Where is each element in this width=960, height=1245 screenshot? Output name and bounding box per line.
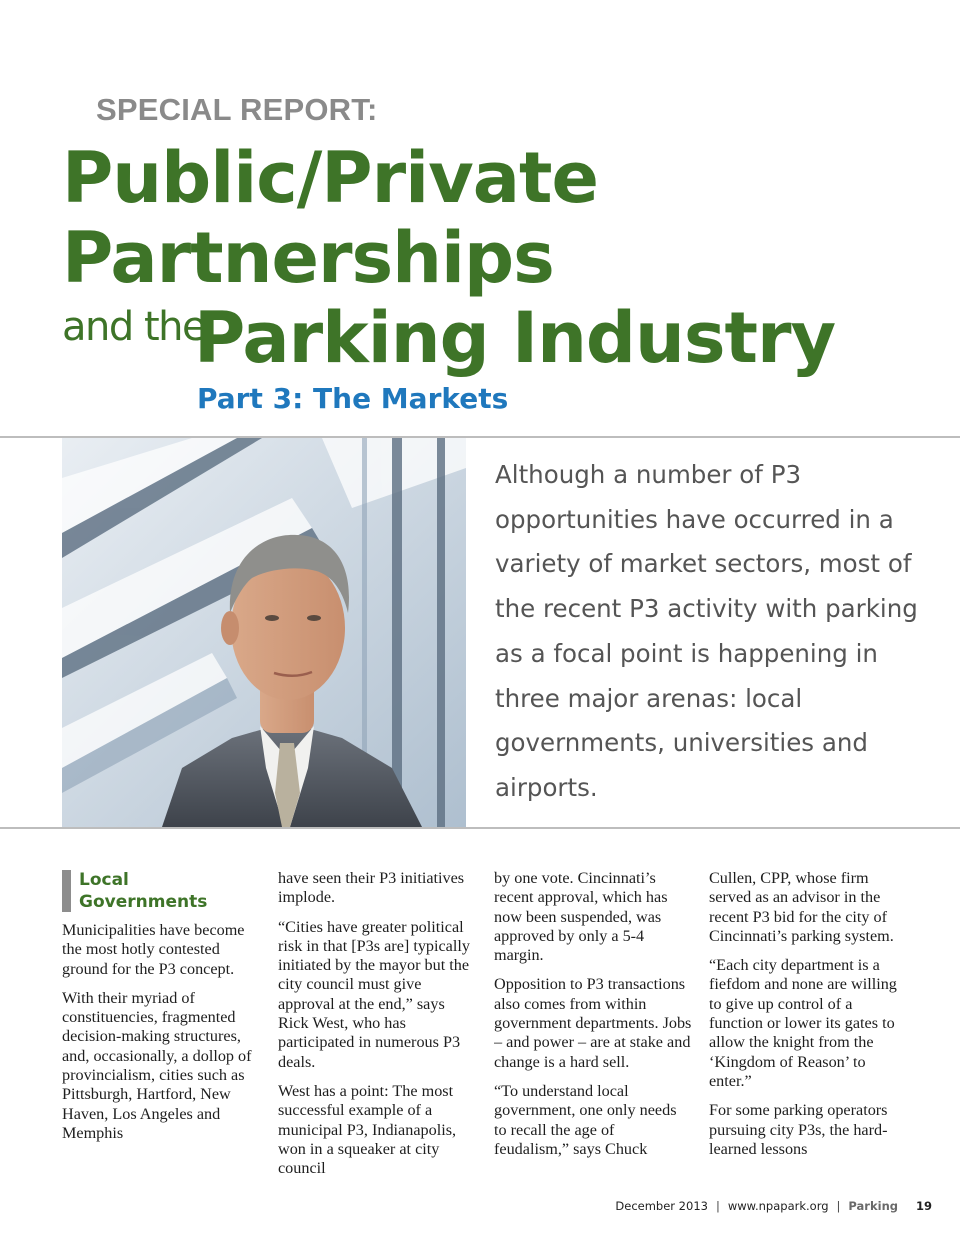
footer-date: December 2013: [615, 1199, 708, 1213]
paragraph: With their myriad of constituencies, fragmented decision-making structures, and, occasionally, a dollop of provincialism, cities such as Pittsburgh, Hartford, New Haven, Los Angeles and Memphis: [62, 988, 252, 1142]
headline-prefix: and the: [62, 304, 206, 350]
paragraph: West has a point: The most successful example of a municipal P3, Indianapolis, won in a squeaker at city council: [278, 1081, 457, 1178]
article-column-4: [709, 869, 907, 1181]
paragraph: “Cities have greater political risk in that [P3s are] typically initiated by the mayor but the city council must give approval at the end,” says Rick West, who has participated in numerous P3 deals.: [278, 917, 470, 1071]
article-column-3: [494, 869, 692, 1181]
subtitle: Part 3: The Markets: [197, 382, 509, 415]
paragraph: “To understand local government, one only needs to recall the age of feudalism,” says Chuck: [494, 1081, 677, 1158]
section-heading-line-2: Governments: [79, 892, 208, 912]
article-column-2: [278, 869, 476, 1181]
paragraph: Opposition to P3 transactions also comes from within government departments. Jobs – and power – are at stake and change is a hard sell.: [494, 975, 692, 1071]
headline-line-1: Public/Private: [62, 137, 598, 219]
pull-quote: Although a number of P3 opportunities have occurred in a variety of market sectors, most of the recent P3 activity with parking as a focal point is happening in three major arenas: local governments, universities and airports.: [495, 460, 918, 802]
section-heading-line-1: Local: [79, 870, 129, 890]
section-heading: [62, 869, 260, 913]
page-footer: [615, 1199, 932, 1213]
headline-line-2: Partnerships: [62, 217, 554, 299]
paragraph: Cullen, CPP, whose firm served as an advisor in the recent P3 bid for the city of Cincinnati’s parking system.: [709, 869, 894, 945]
page-number: 19: [915, 1199, 932, 1213]
heading-bar: [62, 870, 71, 912]
footer-separator: |: [836, 1199, 841, 1213]
article-column-1: [62, 869, 260, 1181]
paragraph: Municipalities have become the most hotly contested ground for the P3 concept.: [62, 921, 245, 978]
special-report-kicker: SPECIAL REPORT:: [96, 92, 378, 127]
paragraph: “Each city department is a fiefdom and none are willing to give up control of a function or lower its gates to allow the knight from the ‘Kingdom of Reason’ to enter.”: [709, 956, 897, 1090]
footer-separator: |: [715, 1199, 720, 1213]
headline-line-3: Parking Industry: [194, 297, 836, 379]
footer-url[interactable]: www.npapark.org: [727, 1199, 829, 1213]
businessman-photo: [62, 438, 466, 827]
paragraph: For some parking operators pursuing city P3s, the hard-learned lessons: [709, 1101, 888, 1158]
footer-magazine: Parking: [848, 1199, 898, 1213]
paragraph: have seen their P3 initiatives implode.: [278, 869, 465, 907]
bottom-divider: [0, 827, 960, 829]
paragraph: by one vote. Cincinnati’s recent approval, which has now been suspended, was approved by only a 5-4 margin.: [494, 869, 668, 965]
